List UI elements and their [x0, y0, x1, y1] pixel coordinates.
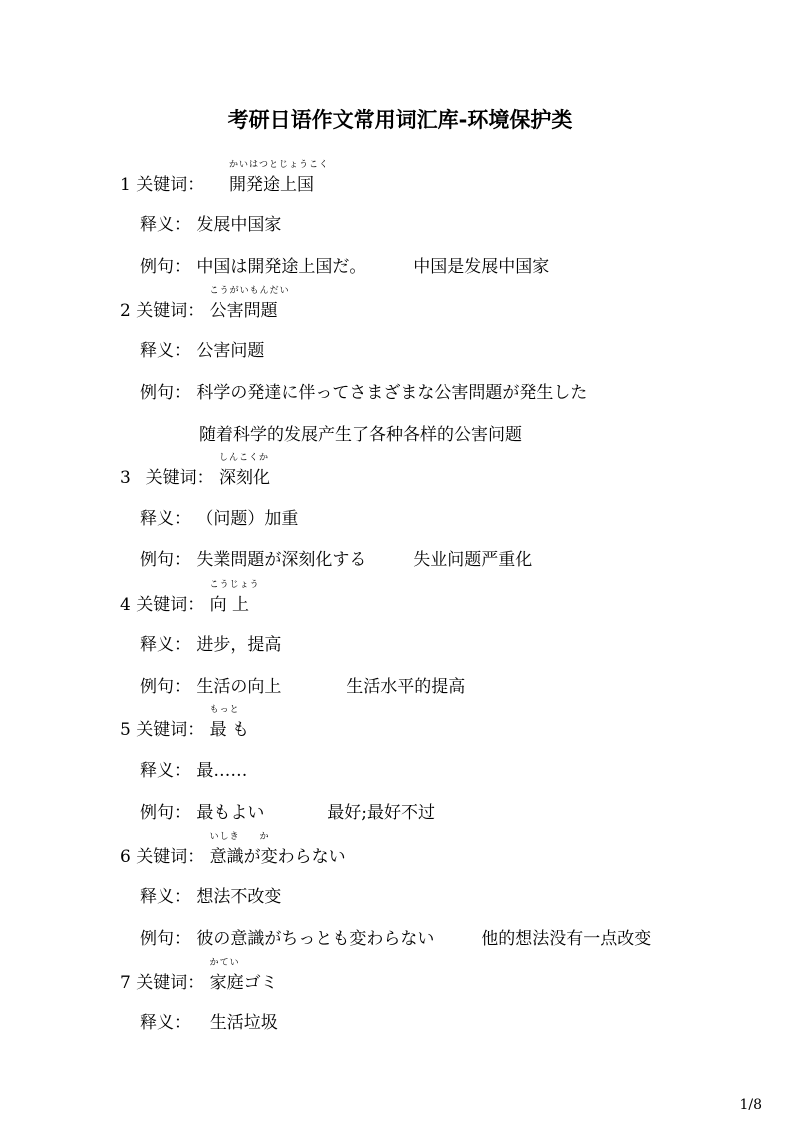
example-japanese: 中国は開発途上国だ。 [196, 257, 367, 277]
definition-label: 释义： [140, 887, 191, 907]
entry-4-keyword-line [120, 580, 260, 616]
keyword-text: 意識が変わらない [209, 847, 346, 867]
example-label: 例句： [140, 803, 191, 823]
keyword [229, 160, 330, 196]
entry-4-definition-line [140, 634, 281, 656]
entry-5-example-line [140, 802, 435, 824]
definition-text: （问题）加重 [196, 509, 299, 529]
keyword-label: 关键词： [136, 720, 205, 740]
entry-number: 5 [120, 720, 131, 740]
example-label: 例句： [140, 677, 191, 697]
entry-number: 4 [120, 595, 131, 615]
definition-text: 生活垃圾 [209, 1013, 278, 1033]
definition-text: 公害问题 [196, 341, 265, 361]
furigana-reading: かてい [209, 958, 240, 968]
example-japanese: 彼の意識がちっとも変わらない [196, 929, 435, 949]
example-chinese: 中国是发展中国家 [413, 257, 550, 277]
example-japanese: 科学の発達に伴ってさまざまな公害問題が発生した [196, 383, 588, 403]
entry-5-definition-line [140, 760, 247, 782]
entry-3-example-line [140, 549, 532, 571]
keyword-text: 向 上 [209, 595, 250, 615]
keyword [209, 832, 346, 868]
entry-6-definition-line [140, 886, 281, 908]
page-title: 考研日语作文常用词汇库-环境保护类 [227, 108, 573, 132]
example-label: 例句： [140, 257, 191, 277]
definition-text: 发展中国家 [196, 215, 282, 235]
entry-number: 1 [120, 175, 131, 195]
definition-text: 想法不改变 [196, 887, 282, 907]
definition-label: 释义： [140, 341, 191, 361]
definition-text: 最…… [196, 761, 248, 781]
definition-label: 释义： [140, 215, 191, 235]
entry-5-keyword-line [120, 705, 250, 741]
example-label: 例句： [140, 929, 191, 949]
example-japanese: 生活の向上 [196, 677, 282, 697]
keyword [209, 580, 260, 616]
entry-3-keyword-line [120, 453, 271, 489]
example-chinese: 最好;最好不过 [327, 803, 435, 823]
example-chinese: 生活水平的提高 [346, 677, 466, 697]
entry-2-example-translation-line [199, 424, 522, 446]
keyword-label: 关键词： [136, 595, 205, 615]
definition-label: 释义： [140, 635, 191, 655]
entry-number: 6 [120, 847, 131, 867]
example-chinese: 失业问题严重化 [413, 550, 533, 570]
definition-text: 进步，提高 [196, 635, 282, 655]
entry-1-example-line [140, 256, 549, 278]
keyword [219, 453, 271, 489]
example-chinese: 随着科学的发展产生了各种各样的公害问题 [199, 425, 522, 445]
keyword-text: 家庭ゴミ [209, 973, 278, 993]
definition-label: 释义： [140, 509, 191, 529]
furigana-reading: いしき か [209, 832, 270, 842]
entry-1-keyword-line [120, 160, 330, 196]
example-label: 例句： [140, 550, 191, 570]
entry-2-keyword-line [120, 286, 290, 322]
entry-number: 3 [120, 468, 131, 488]
keyword-label: 关键词： [136, 301, 205, 321]
entry-6-example-line [140, 928, 651, 950]
entry-6-keyword-line [120, 832, 346, 868]
example-japanese: 最もよい [196, 803, 265, 823]
furigana-reading: こうがいもんだい [209, 286, 290, 296]
definition-label: 释义： [140, 1013, 191, 1033]
entry-2-example-line [140, 382, 587, 404]
page-number: 1/8 [739, 1097, 762, 1113]
keyword-text: 公害問題 [209, 301, 278, 321]
furigana-reading: しんこくか [219, 453, 270, 463]
keyword [209, 286, 290, 322]
example-japanese: 失業問題が深刻化する [196, 550, 367, 570]
keyword-text: 最 も [209, 720, 250, 740]
keyword-text: 深刻化 [219, 468, 271, 488]
keyword-label: 关键词： [136, 175, 205, 195]
furigana-reading: こうじょう [209, 580, 260, 590]
entry-7-keyword-line [120, 958, 278, 994]
keyword-label: 关键词： [145, 468, 214, 488]
keyword-text: 開発途上国 [229, 175, 315, 195]
keyword [209, 958, 278, 994]
keyword-label: 关键词： [136, 847, 205, 867]
entry-number: 2 [120, 301, 131, 321]
entry-number: 7 [120, 973, 131, 993]
entry-2-definition-line [140, 340, 264, 362]
furigana-reading: もっと [209, 705, 240, 715]
keyword-label: 关键词： [136, 973, 205, 993]
keyword [209, 705, 250, 741]
entry-3-definition-line [140, 508, 298, 530]
entry-7-definition-line [140, 1012, 278, 1034]
definition-label: 释义： [140, 761, 191, 781]
entry-1-definition-line [140, 214, 281, 236]
entry-4-example-line [140, 676, 465, 698]
example-label: 例句： [140, 383, 191, 403]
furigana-reading: かいはつとじょうこく [229, 160, 330, 170]
example-chinese: 他的想法没有一点改变 [481, 929, 652, 949]
